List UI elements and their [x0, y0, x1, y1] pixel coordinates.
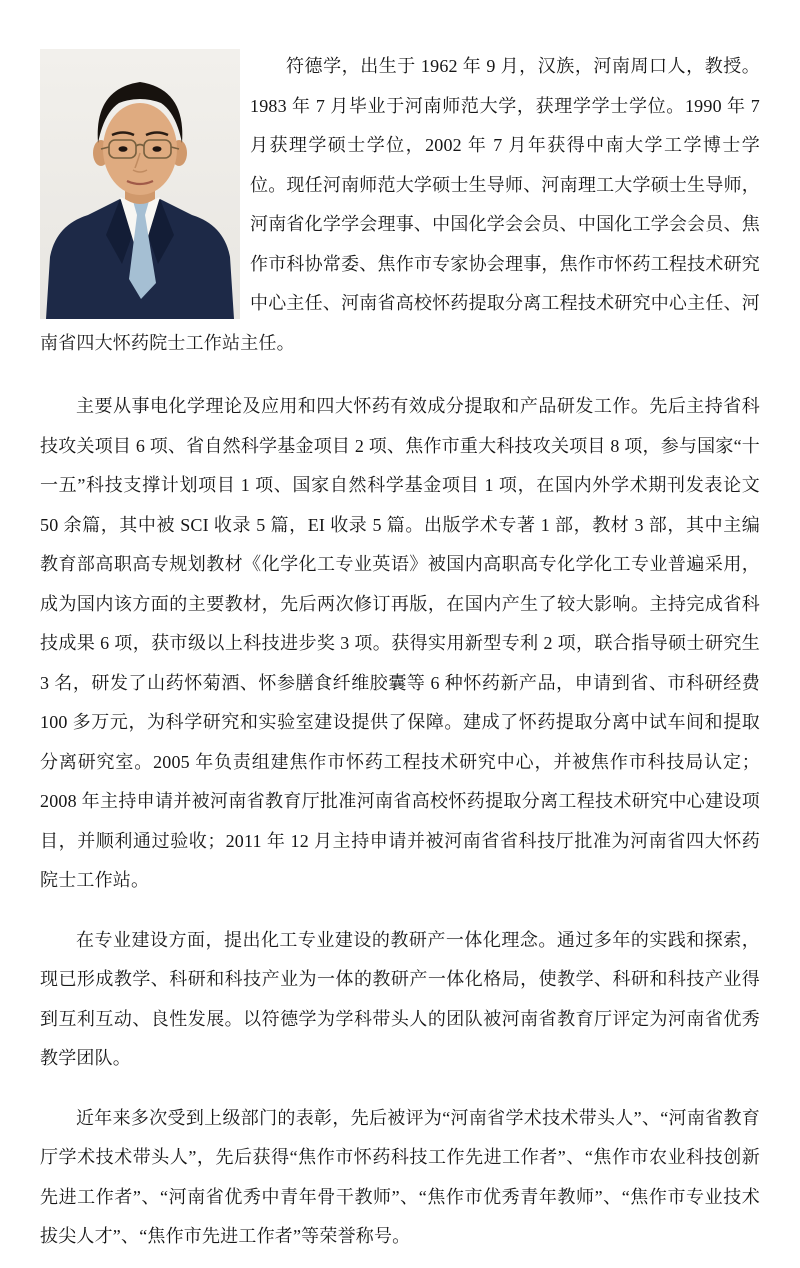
- eye-left: [119, 146, 128, 152]
- bio-paragraph-honors: 近年来多次受到上级部门的表彰，先后被评为“河南省学术技术带头人”、“河南省教育厅学术技术带头人”，先后获得“焦作市怀药科技工作先进工作者”、“焦作市农业科技创新先进工作者”、“河南省优秀中青年骨干教师”、“焦作市优秀青年教师”、“焦作市专业技术拔尖人才”、“焦作市先进工作者”等荣誉称号。: [40, 1107, 760, 1246]
- eye-right: [153, 146, 162, 152]
- portrait-photo: [40, 49, 240, 319]
- face-shape: [103, 103, 177, 195]
- bio-paragraph-intro: 符德学，出生于 1962 年 9 月，汉族，河南周口人，教授。1983 年 7 月毕业于河南师范大学，获理学学士学位。1990 年 7 月获理学硕士学位，2002 年 7 月年获得中南大学工学博士学位。现任河南师范大学硕士生导师、河南理工大学硕士生导师，河南省化学学会理事、中国化学会会员、中国化工学会会员、焦作市科协常委、焦作市专家协会理事，焦作市怀药工程技术研究中心主任、河南省高校怀药提取分离工程技术研究中心主任、河南省四大怀药院士工作站主任。: [40, 56, 760, 353]
- portrait-photo-illustration: [40, 49, 240, 319]
- bio-paragraph-teaching: 在专业建设方面，提出化工专业建设的教研产一体化理念。通过多年的实践和探索，现已形成教学、科研和科技产业为一体的教研产一体化格局，使教学、科研和科技产业得到互利互动、良性发展。以符德学为学科带头人的团队被河南省教育厅评定为河南省优秀教学团队。: [40, 929, 760, 1068]
- bio-paragraph-research: 主要从事电化学理论及应用和四大怀药有效成分提取和产品研发工作。先后主持省科技攻关项目 6 项、省自然科学基金项目 2 项、焦作市重大科技攻关项目 8 项，参与国家“十一五”科技支撑计划项目 1 项、国家自然科学基金项目 1 项，在国内外学术期刊发表论文 50 余篇，其中被 SCI 收录 5 篇，EI 收录 5 篇。出版学术专著 1 部，教材 3 部，其中主编教育部高职高专规划教材《化学化工专业英语》被国内高职高专化学化工专业普遍采用，成为国内该方面的主要教材，先后两次修订再版，在国内产生了较大影响。主持完成省科技成果 6 项，获市级以上科技进步奖 3 项。获得实用新型专利 2 项，联合指导硕士研究生 3 名，研发了山药怀菊酒、怀参膳食纤维胶囊等 6 种怀药新产品，申请到省、市科研经费 100 多万元，为科学研究和实验室建设提供了保障。建成了怀药提取分离中试车间和提取分离研究室。2005 年负责组建焦作市怀药工程技术研究中心，并被焦作市科技局认定；2008 年主持申请并被河南省教育厅批准河南省高校怀药提取分离工程技术研究中心建设项目，并顺利通过验收；2011 年 12 月主持申请并被河南省省科技厅批准为河南省四大怀药院士工作站。: [40, 396, 760, 890]
